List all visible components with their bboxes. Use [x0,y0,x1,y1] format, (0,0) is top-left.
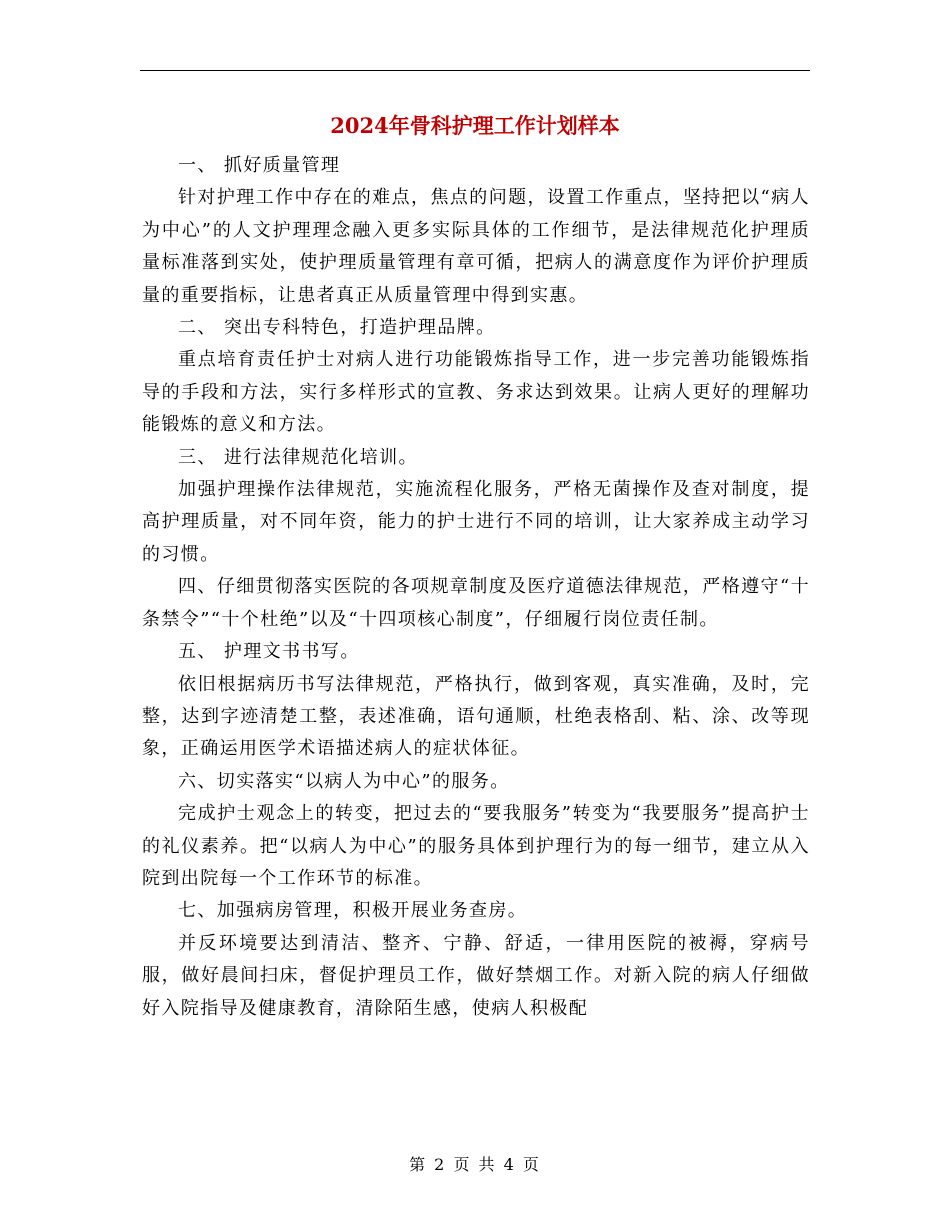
paragraph-2: 重点培育责任护士对病人进行功能锻炼指导工作，进一步完善功能锻炼指导的手段和方法，实行多样形式的宣教、务求达到效果。让病人更好的理解功能锻炼的意义和方法。 [142,349,810,436]
section-heading-7: 七、加强病房管理，积极开展业务查房。 [178,900,528,922]
paragraph-7: 并反环境要达到清洁、整齐、宁静、舒适，一律用医院的被褥，穿病号服，做好晨间扫床，督促护理员工作，做好禁烟工作。对新入院的病人仔细做好入院指导及健康教育，清除陌生感，使病人积极配 [142,932,810,1019]
section-4: 四、仔细贯彻落实医院的各项规章制度及医疗道德法律规范，严格遵守“十条禁令”“十个杜绝”以及“十四项核心制度”，仔细履行岗位责任制。 [142,576,810,630]
section-heading-5: 五、 护理文书书写。 [178,641,360,663]
section-heading-6: 六、切实落实“以病人为中心”的服务。 [178,770,510,792]
section-heading-1: 一、 抓好质量管理 [178,155,341,176]
document-body [142,150,810,1025]
paragraph-1: 针对护理工作中存在的难点，焦点的问题，设置工作重点，坚持把以“病人为中心”的人文护理理念融入更多实际具体的工作细节，是法律规范化护理质量标准落到实处，使护理质量管理有章可循，把病人的满意度作为评价护理质量的重要指标，让患者真正从质量管理中得到实惠。 [142,187,810,306]
paragraph-5: 依旧根据病历书写法律规范，严格执行，做到客观，真实准确，及时，完整，达到字迹清楚工整，表述准确，语句通顺，杜绝表格刮、粘、涂、改等现象，正确运用医学术语描述病人的症状体征。 [142,673,810,760]
page-number-footer: 第 2 页 共 4 页 [409,1155,541,1174]
paragraph-6: 完成护士观念上的转变，把过去的“要我服务”转变为“我要服务”提高护士的礼仪素养。把“以病人为中心”的服务具体到护理行为的每一细节，建立从入院到出院每一个工作环节的标准。 [142,803,810,889]
section-heading-3: 三、 进行法律规范化培训。 [178,446,418,468]
document-title: 2024年骨科护理工作计划样本 [330,113,620,138]
section-heading-2: 二、 突出专科特色，打造护理品牌。 [178,317,496,339]
paragraph-3: 加强护理操作法律规范，实施流程化服务，严格无菌操作及查对制度，提高护理质量，对不同年资，能力的护士进行不同的培训，让大家养成主动学习的习惯。 [142,479,810,565]
header-rule [140,70,810,71]
